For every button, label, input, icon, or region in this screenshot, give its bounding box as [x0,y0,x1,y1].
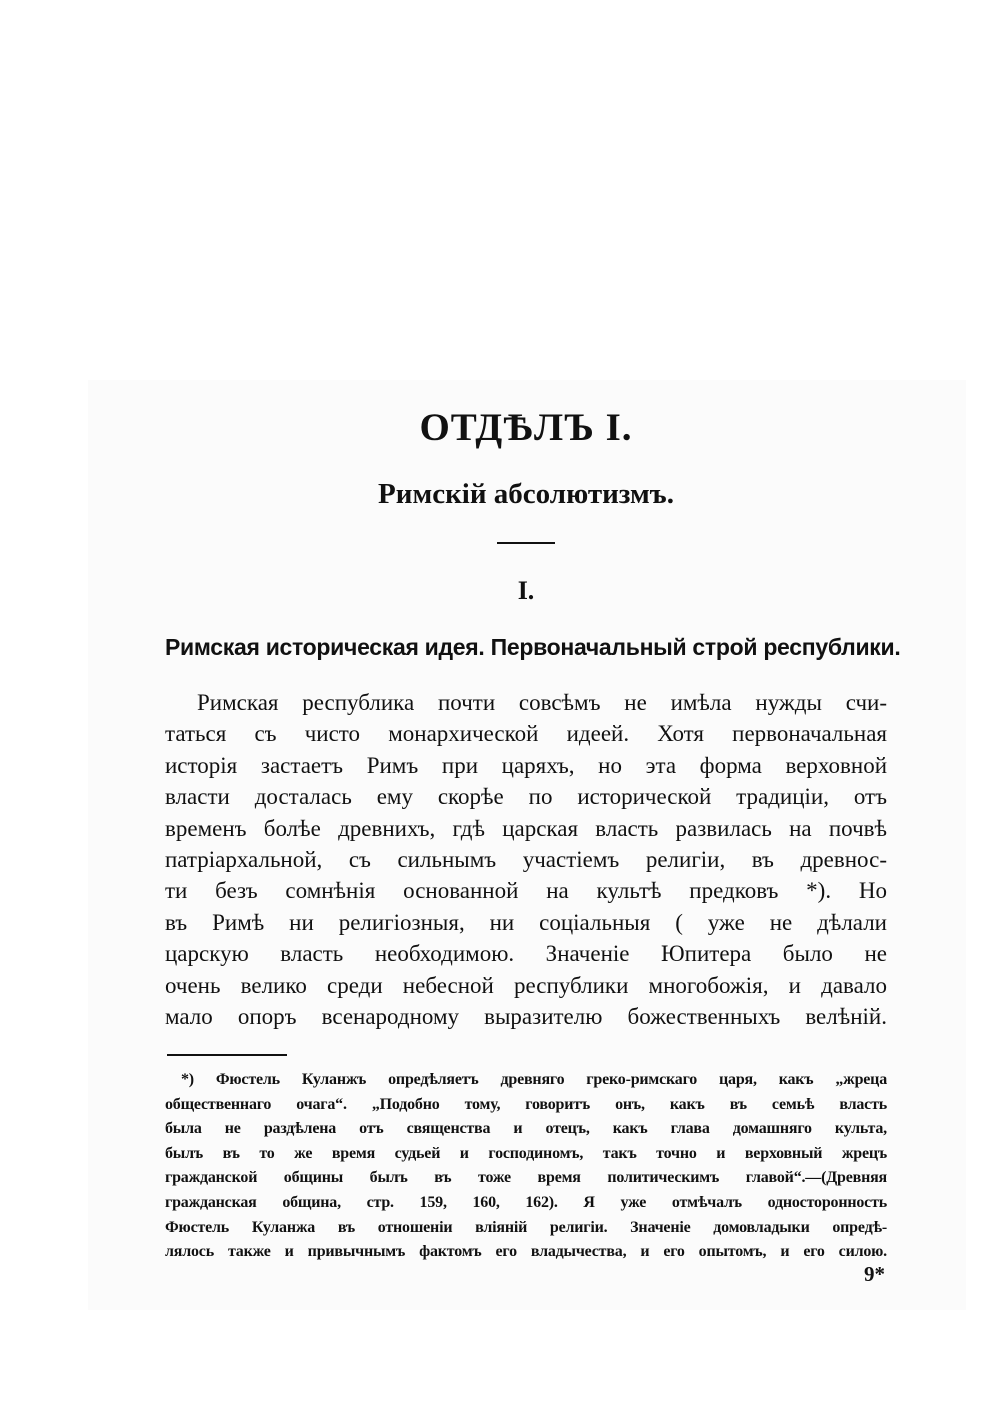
footnote-line: лялось также и привычнымъ фактомъ его владычества, и его опытомъ, и его силою. [165,1243,887,1261]
footnote-line: Фюстель Куланжа въ отношеніи вліяній религіи. Значеніе домовладыки опредѣ- [165,1218,887,1236]
body-line: очень велико среди небесной республики многобожія, и давало [165,972,887,998]
body-paragraph [165,687,887,1032]
footnote-line: былъ въ то же время судьей и господиномъ, такъ точно и верховный жрецъ [165,1144,887,1162]
body-line: мало опоръ всенародному выразителю божественныхъ велѣній. [165,1003,887,1029]
footnote-line: гражданской общины былъ въ тоже время политическимъ главой“.—(Древняя [165,1169,887,1187]
book-page [165,0,901,1418]
body-line: въ Римѣ ни религіозныя, ни соціальныя ( уже не дѣлали [165,909,887,935]
body-line: таться съ чисто монархической идеей. Хотя первоначальная [165,721,887,747]
body-line: власти досталась ему скорѣе по исторической традиціи, отъ [165,784,887,810]
chapter-heading: Римская историческая идея. Первоначальный строй республики. [165,634,901,660]
printer-signature-mark: 9* [864,1262,885,1286]
footnote-line: *) Фюстель Куланжъ опредѣляетъ древняго греко-римскаго царя, какъ „жреца [181,1071,887,1088]
section-title: ОТДѢЛЪ I. [419,406,633,449]
body-line: патріархальной, съ сильнымъ участіемъ религіи, въ древнос- [165,846,887,872]
section-subtitle: Римскій абсолютизмъ. [378,478,674,510]
body-line: исторія застаетъ Римъ при царяхъ, но эта форма верховной [165,752,887,778]
footnote-line: была не раздѣлена отъ священства и отецъ, какъ глава домашняго культа, [165,1120,887,1138]
body-line: ти безъ сомнѣнія основанной на культѣ предковъ *). Но [165,878,887,904]
body-line: временъ болѣе древнихъ, гдѣ царская власть развилась на почвѣ [165,815,887,841]
chapter-number: I. [517,576,535,605]
footnote-divider [167,1054,287,1056]
body-line: Римская республика почти совсѣмъ не имѣла нужды счи- [197,690,887,715]
title-divider [497,542,555,544]
footnote [165,1068,887,1265]
body-line: царскую власть необходимою. Значеніе Юпитера было не [165,941,887,967]
footnote-line: гражданская община, стр. 159, 160, 162). Я уже отмѣчалъ односторонность [165,1193,887,1211]
footnote-line: общественнаго очага“. „Подобно тому, говоритъ онъ, какъ въ семьѣ власть [165,1095,887,1113]
